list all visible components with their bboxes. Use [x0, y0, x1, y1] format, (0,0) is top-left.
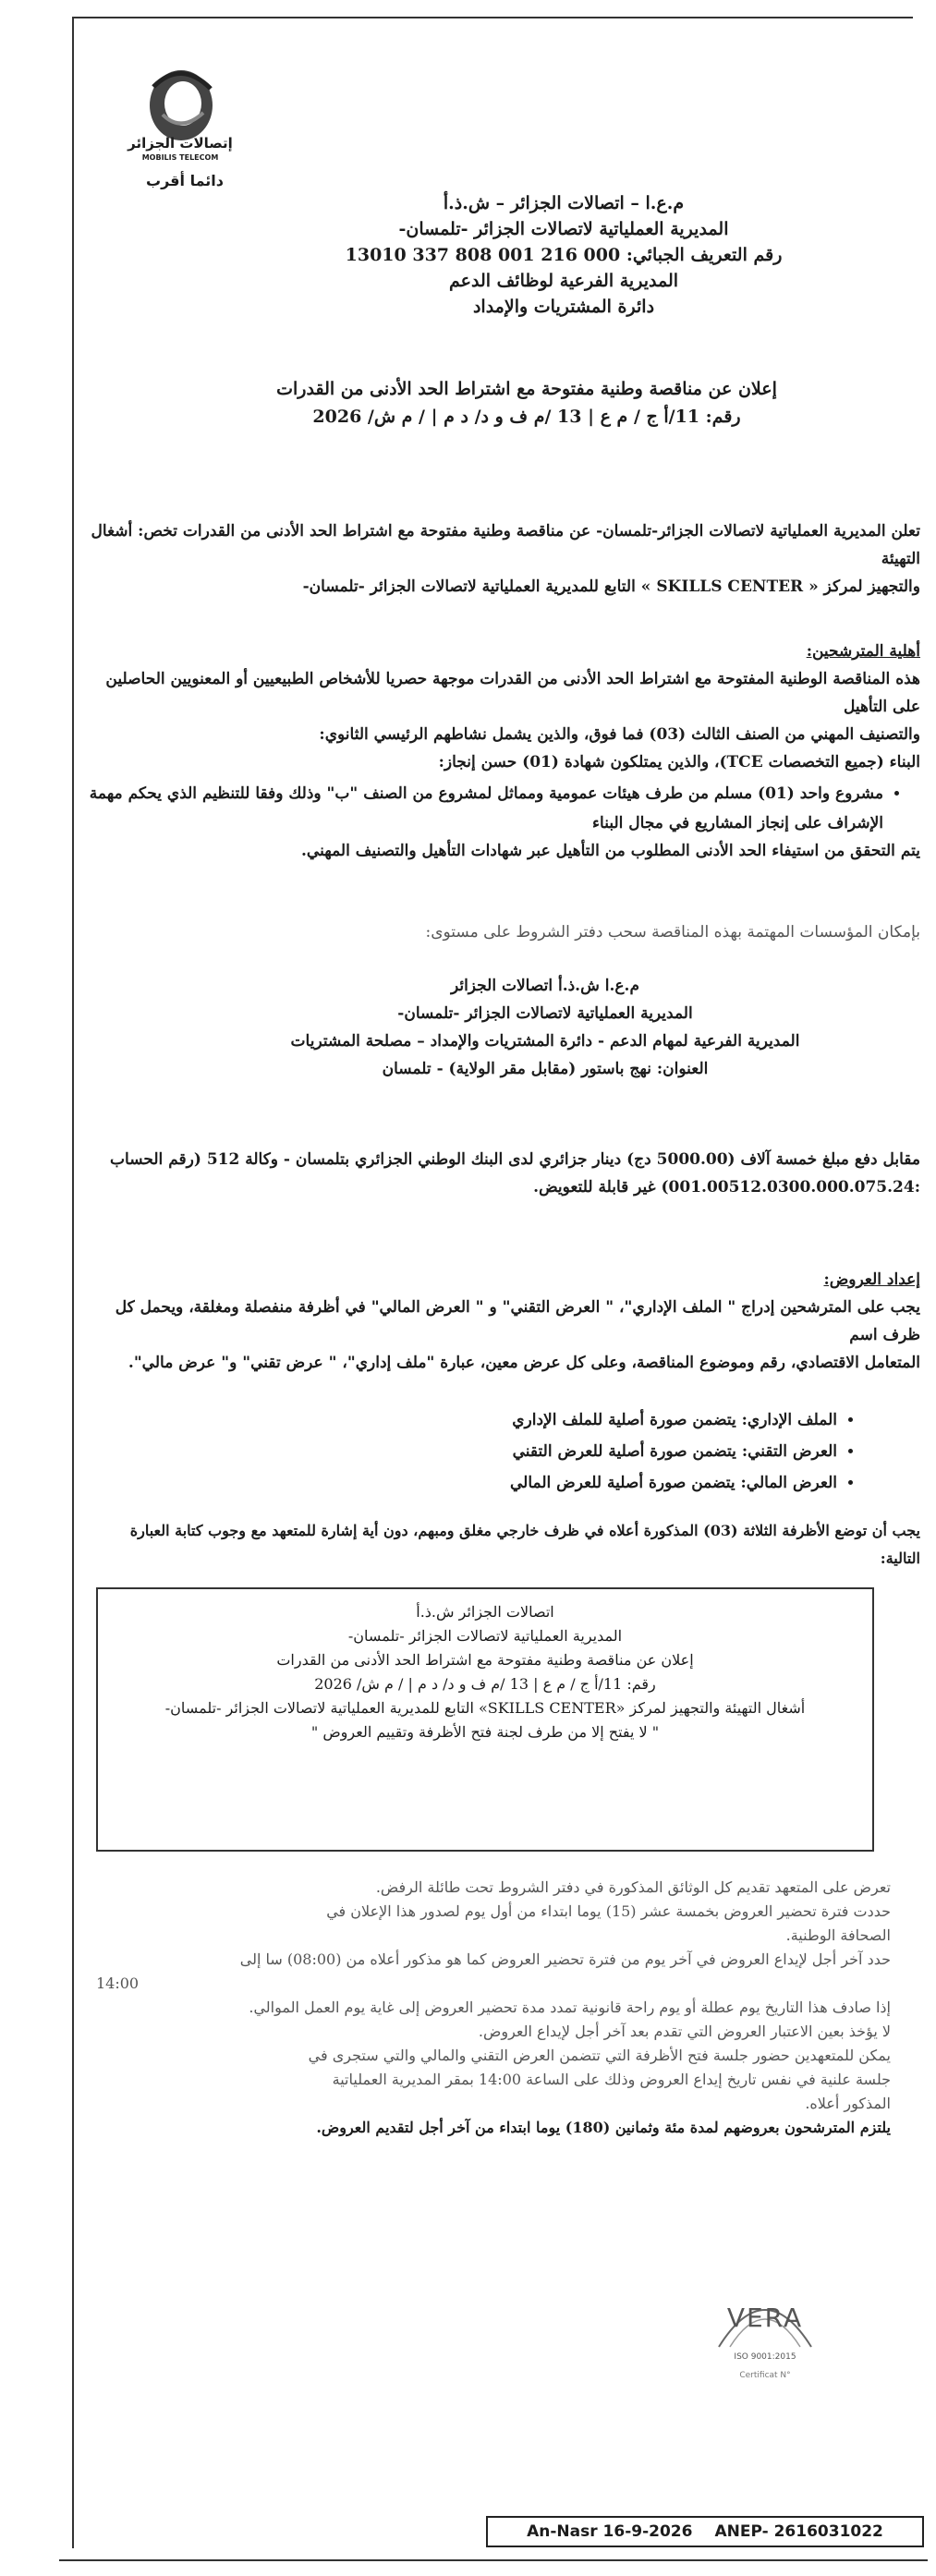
- org-line-3: رقم التعريف الجبائي: 000 216 001 808 337 13010: [345, 245, 783, 265]
- intro-paragraph: [89, 517, 920, 601]
- offers-line-1: يجب على المترشحين إدراج " الملف الإداري"، " العرض التقني" و " العرض المالي" في أظرفة منفصلة ومغلقة، ويحمل كل ظرف اسم: [115, 1298, 920, 1344]
- closing-line: الصحافة الوطنية.: [785, 1926, 891, 1944]
- address-line-1: م.ع.ا ش.ذ.أ اتصالات الجزائر: [450, 977, 640, 995]
- newspaper-date: An-Nasr 16-9-2026: [527, 2522, 693, 2541]
- box-line-2: المديرية العملياتية لاتصالات الجزائر -تلمسان-: [347, 1627, 623, 1645]
- offer-item: • العرض التقني: يتضمن صورة أصلية للعرض التقني: [89, 1436, 837, 1467]
- box-line-4: رقم: 11/أ ج / م ع | 13 /م ف و د/ د م | / م ش/ 2026: [314, 1675, 656, 1693]
- envelope-label-box: [96, 1587, 874, 1852]
- org-line-1: م.ع.ا – اتصالات الجزائر – ش.ذ.أ: [443, 193, 685, 213]
- eligibility-heading: أهلية المترشحين:: [806, 642, 920, 661]
- title-line-1: إعلان عن مناقصة وطنية مفتوحة مع اشتراط الحد الأدنى من القدرات: [276, 379, 777, 399]
- intro-line-2: والتجهيز لمركز « SKILLS CENTER » التابع للمديرية العملياتية لاتصالات الجزائر -تلمسان-: [302, 577, 920, 596]
- anep-reference: ANEP- 2616031022: [714, 2522, 883, 2541]
- box-line-3: إعلان عن مناقصة وطنية مفتوحة مع اشتراط الحد الأدنى من القدرات: [276, 1651, 694, 1669]
- address-line-3: المديرية الفرعية لمهام الدعم - دائرة المشتريات والإمداد – مصلحة المشتريات: [290, 1032, 800, 1051]
- offer-item: • الملف الإداري: يتضمن صورة أصلية للملف الإداري: [89, 1404, 837, 1436]
- envelope-instruction: يجب أن توضع الأظرفة الثلاثة (03) المذكورة أعلاه في ظرف خارجي مغلق ومبهم، دون أية إشارة للمتعهد مع وجوب كتابة العبارة التالية:: [129, 1522, 920, 1567]
- eligibility-bullet-cont: الإشراف على إنجاز المشاريع في مجال البناء: [592, 814, 883, 832]
- stamp-logo-text: VERA: [726, 2303, 804, 2333]
- closing-line: تعرض على المتعهد تقديم كل الوثائق المذكورة في دفتر الشروط تحت طائلة الرفض.: [375, 1878, 891, 1896]
- org-header: [305, 190, 822, 320]
- eligibility-line-2: والتصنيف المهني من الصنف الثالث (03) فما فوق، والذين يشمل نشاطهم الرئيسي الثانوي:: [319, 725, 920, 744]
- org-line-4: المديرية الفرعية لوظائف الدعم: [448, 271, 679, 291]
- slogan: دائما أقرب: [146, 172, 224, 189]
- certification-stamp: [710, 2282, 821, 2384]
- offers-section: [89, 1266, 920, 1573]
- org-line-5: دائرة المشتريات والإمداد: [472, 297, 655, 317]
- closing-conditions: [96, 1876, 891, 2140]
- closing-line: إذا صادف هذا التاريخ يوم عطلة أو يوم راحة قانونية تمدد مدة تحضير العروض إلى غاية يوم العمل الموالي.: [249, 1999, 891, 2016]
- offers-list: [89, 1404, 920, 1499]
- stamp-iso: ISO 9001:2015: [734, 2352, 796, 2362]
- payment-line-2: :001.00512.0300.000.075.24) غير قابلة للتعويض.: [533, 1178, 920, 1197]
- payment-line-1: مقابل دفع مبلغ خمسة آلاف (5000.00 دج) دينار جزائري لدى البنك الوطني الجزائري بتلمسان - وكالة 512 (رقم الحساب: [110, 1150, 920, 1169]
- frame-bottom-rule: [59, 2559, 928, 2561]
- logo-latin: MOBILIS TELECOM: [141, 153, 219, 162]
- box-line-1: اتصالات الجزائر ش.ذ.أ: [416, 1603, 554, 1621]
- closing-line: جلسة علنية في نفس تاريخ إيداع العروض وذلك على الساعة 14:00 بمقر المديرية العملياتية: [332, 2071, 891, 2088]
- withdrawal-address: [222, 972, 869, 1083]
- eligibility-section: [89, 638, 920, 865]
- payment-paragraph: [89, 1146, 920, 1201]
- eligibility-line-1: هذه المناقصة الوطنية المفتوحة مع اشتراط الحد الأدنى من القدرات موجهة حصريا للأشخاص الطبيعيين أو المعنويين الحاصلين على التأهيل: [105, 670, 920, 716]
- publication-footer: [486, 2516, 924, 2547]
- frame-top-rule: [72, 17, 913, 18]
- withdrawal-intro: بإمكان المؤسسات المهتمة بهذه المناقصة سحب دفتر الشروط على مستوى:: [425, 923, 920, 942]
- eligibility-line-3: البناء (جميع التخصصات TCE)، والذين يمتلكون شهادة (01) حسن إنجاز:: [438, 753, 920, 772]
- stamp-caption: Certificat N°: [739, 2371, 791, 2380]
- box-line-6: " لا يفتح إلا من طرف لجنة فتح الأظرفة وتقييم العروض ": [310, 1723, 660, 1741]
- closing-line: يمكن للمتعهدين حضور جلسة فتح الأظرفة التي تتضمن العرض التقني والمالي والتي ستجرى في: [308, 2047, 891, 2064]
- closing-commitment: يلتزم المترشحون بعروضهم لمدة مئة وثمانين (180) يوما ابتداء من آخر أجل لتقديم العروض.: [316, 2119, 891, 2136]
- logo-name: إتصالات الجزائر: [128, 135, 233, 152]
- closing-line: حددت فترة تحضير العروض بخمسة عشر (15) يوما ابتداء من أول يوم لصدور هذا الإعلان في: [326, 1902, 891, 1920]
- closing-line: المذكور أعلاه.: [805, 2095, 891, 2112]
- closing-line: حدد آخر أجل لإيداع العروض في آخر يوم من فترة تحضير العروض كما هو مذكور أعلاه من (08:00) سا إلى: [239, 1950, 891, 1968]
- eligibility-bullets: [89, 778, 920, 809]
- box-line-5: أشغال التهيئة والتجهيز لمركز «SKILLS CENTER» التابع للمديرية العملياتية لاتصالات الجزائر -تلمسان-: [164, 1699, 806, 1717]
- title-line-2: رقم: 11/أ ج / م ع | 13 /م ف و د/ د م | / م ش/ 2026: [312, 407, 741, 427]
- closing-time: 14:00: [96, 1975, 140, 1992]
- offer-item: • العرض المالي: يتضمن صورة أصلية للعرض المالي: [89, 1467, 837, 1499]
- address-line-4: العنوان: نهج باستور (مقابل مقر الولاية) - تلمسان: [382, 1060, 709, 1078]
- eligibility-bullet: • مشروع واحد (01) مسلم من طرف هيئات عمومية ومماثل لمشروع من الصنف "ب" وذلك وفقا للتنظيم الذي يحكم مهمة: [89, 778, 883, 809]
- offers-heading: إعداد العروض:: [823, 1270, 920, 1289]
- closing-line: لا يؤخذ بعين الاعتبار العروض التي تقدم بعد آخر أجل لإيداع العروض.: [478, 2023, 891, 2040]
- address-line-2: المديرية العملياتية لاتصالات الجزائر -تلمسان-: [397, 1004, 693, 1023]
- withdrawal-section: [89, 918, 920, 946]
- frame-left-rule: [72, 17, 74, 2548]
- intro-line-1: تعلن المديرية العملياتية لاتصالات الجزائر-تلمسان- عن مناقصة وطنية مفتوحة مع اشتراط الحد الأدنى من القدرات تخص: أشغال التهيئة: [91, 522, 920, 568]
- offers-line-2: المتعامل الاقتصادي، رقم وموضوع المناقصة، وعلى كل عرض معين، عبارة "ملف إداري"، " عرض تقني" و" عرض مالي".: [128, 1354, 920, 1372]
- announcement-title: [194, 375, 859, 431]
- eligibility-line-4: يتم التحقق من استيفاء الحد الأدنى المطلوب من التأهيل عبر شهادات التأهيل والتصنيف المهني.: [301, 842, 920, 860]
- org-line-2: المديرية العملياتية لاتصالات الجزائر -تلمسان-: [398, 219, 729, 239]
